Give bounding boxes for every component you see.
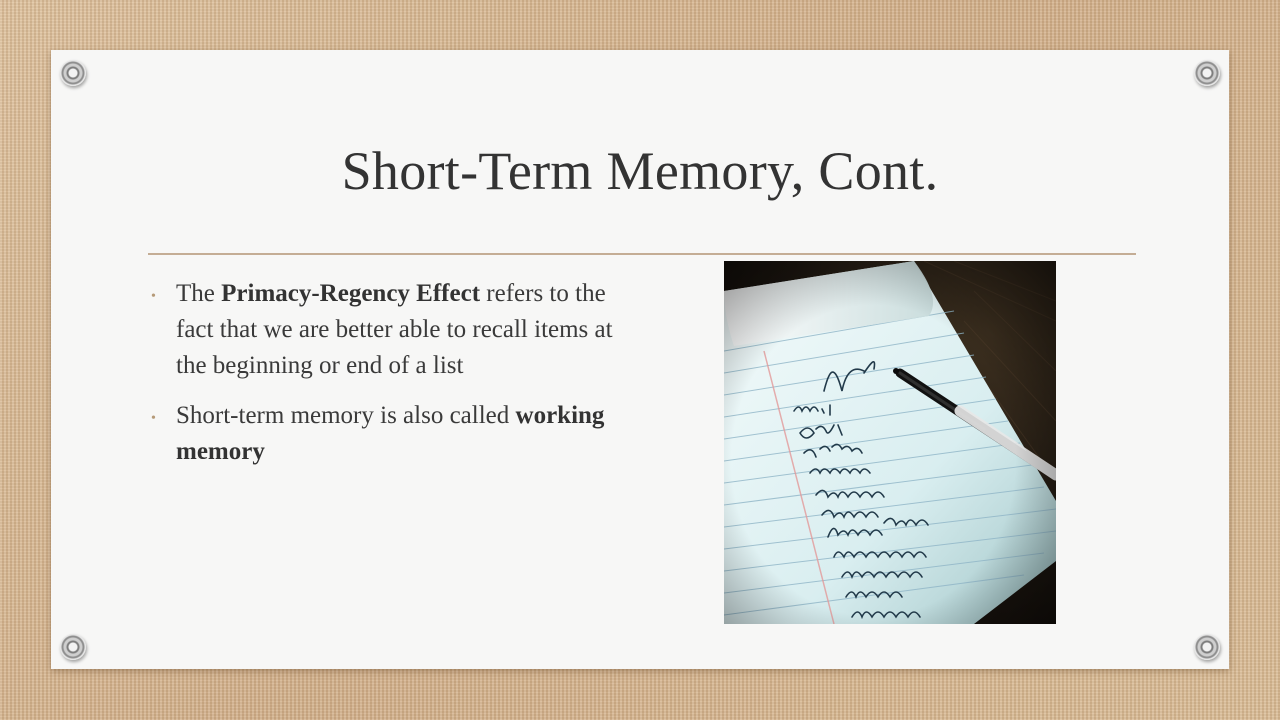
bullet-term: working memory	[176, 402, 605, 465]
bullet-term: Primacy-Regency Effect	[221, 280, 481, 307]
bullet-text-pre: Short-term memory is also called	[176, 402, 516, 429]
slide-title: Short-Term Memory, Cont.	[341, 141, 939, 201]
grocery-list-photo	[724, 261, 1056, 624]
pushpin-icon	[1194, 60, 1220, 86]
bullet-text-pre: The	[176, 280, 222, 307]
bullet-list	[148, 276, 638, 484]
bullet-text-post: refers to the fact that we are better able to recall items at the beginning or end of a list	[176, 280, 613, 379]
bullet-icon: •	[151, 411, 156, 426]
pushpin-icon	[1194, 634, 1220, 660]
grocery-list-illustration	[724, 261, 1056, 624]
title-divider	[148, 253, 1136, 255]
bullet-item	[148, 398, 638, 470]
pushpin-icon	[60, 634, 86, 660]
bullet-icon: •	[151, 289, 156, 304]
bullet-item	[148, 276, 638, 384]
pushpin-icon	[60, 60, 86, 86]
